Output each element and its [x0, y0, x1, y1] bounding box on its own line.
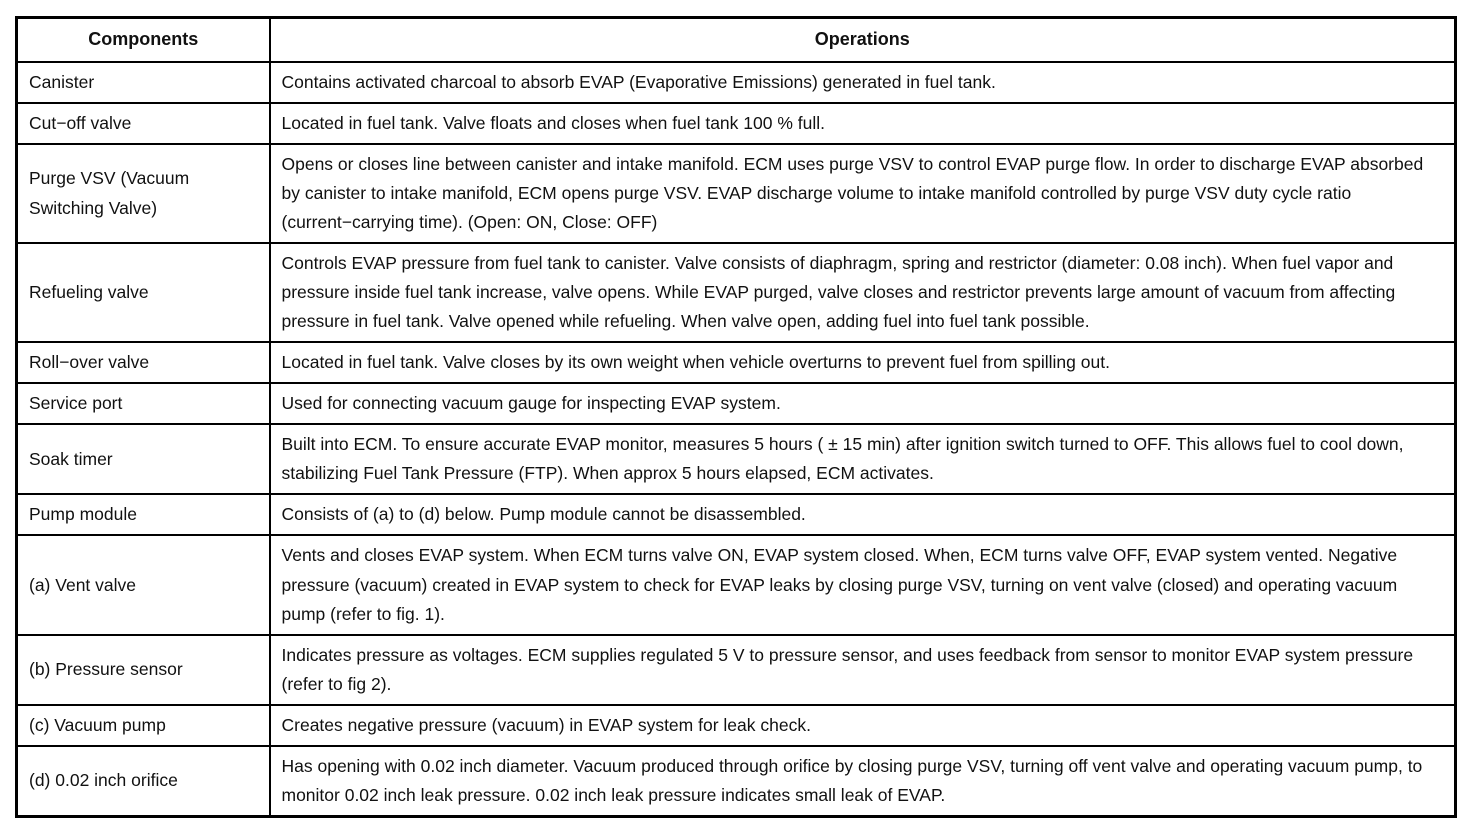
- table-row: [17, 243, 1456, 342]
- table-row: [17, 705, 1456, 746]
- components-header: Components: [17, 18, 270, 62]
- table-row: [17, 144, 1456, 243]
- table-row: [17, 635, 1456, 705]
- table-row: [17, 62, 1456, 103]
- operation-cell: Opens or closes line between canister and intake manifold. ECM uses purge VSV to control EVAP purge flow. In order to discharge EVAP absorbed by canister to intake manifold, ECM opens purge VSV. EVAP discharge volume to intake manifold controlled by purge VSV duty cycle ratio (current−carrying time). (Open: ON, Close: OFF): [270, 144, 1456, 243]
- operation-cell: Creates negative pressure (vacuum) in EVAP system for leak check.: [270, 705, 1456, 746]
- table-row: [17, 383, 1456, 424]
- operation-cell: Consists of (a) to (d) below. Pump module cannot be disassembled.: [270, 494, 1456, 535]
- table-row: [17, 535, 1456, 634]
- component-cell: (a) Vent valve: [17, 535, 270, 634]
- table-row: [17, 746, 1456, 817]
- component-cell: (d) 0.02 inch orifice: [17, 746, 270, 817]
- component-cell: (c) Vacuum pump: [17, 705, 270, 746]
- operation-cell: Vents and closes EVAP system. When ECM turns valve ON, EVAP system closed. When, ECM turns valve OFF, EVAP system vented. Negative pressure (vacuum) created in EVAP system to check for EVAP leaks by closing purge VSV, turning on vent valve (closed) and operating vacuum pump (refer to fig. 1).: [270, 535, 1456, 634]
- component-cell: Service port: [17, 383, 270, 424]
- component-cell: Pump module: [17, 494, 270, 535]
- table-row: [17, 424, 1456, 494]
- component-cell: Canister: [17, 62, 270, 103]
- table-row: [17, 342, 1456, 383]
- component-cell: Purge VSV (Vacuum Switching Valve): [17, 144, 270, 243]
- operation-cell: Used for connecting vacuum gauge for inspecting EVAP system.: [270, 383, 1456, 424]
- components-operations-table: [15, 16, 1457, 818]
- operation-cell: Built into ECM. To ensure accurate EVAP monitor, measures 5 hours ( ± 15 min) after ignition switch turned to OFF. This allows fuel to cool down, stabilizing Fuel Tank Pressure (FTP). When approx 5 hours elapsed, ECM activates.: [270, 424, 1456, 494]
- component-cell: Cut−off valve: [17, 103, 270, 144]
- operation-cell: Indicates pressure as voltages. ECM supplies regulated 5 V to pressure sensor, and uses feedback from sensor to monitor EVAP system pressure (refer to fig 2).: [270, 635, 1456, 705]
- operation-cell: Located in fuel tank. Valve closes by its own weight when vehicle overturns to prevent fuel from spilling out.: [270, 342, 1456, 383]
- operation-cell: Has opening with 0.02 inch diameter. Vacuum produced through orifice by closing purge VSV, turning off vent valve and operating vacuum pump, to monitor 0.02 inch leak pressure. 0.02 inch leak pressure indicates small leak of EVAP.: [270, 746, 1456, 817]
- operations-header: Operations: [270, 18, 1456, 62]
- component-cell: (b) Pressure sensor: [17, 635, 270, 705]
- operation-cell: Located in fuel tank. Valve floats and closes when fuel tank 100 % full.: [270, 103, 1456, 144]
- component-cell: Refueling valve: [17, 243, 270, 342]
- operation-cell: Contains activated charcoal to absorb EVAP (Evaporative Emissions) generated in fuel tank.: [270, 62, 1456, 103]
- component-cell: Roll−over valve: [17, 342, 270, 383]
- table-row: [17, 103, 1456, 144]
- table-row: [17, 494, 1456, 535]
- operation-cell: Controls EVAP pressure from fuel tank to canister. Valve consists of diaphragm, spring and restrictor (diameter: 0.08 inch). When fuel vapor and pressure inside fuel tank increase, valve opens. While EVAP purged, valve closes and restrictor prevents large amount of vacuum from affecting pressure in fuel tank. Valve opened while refueling. When valve open, adding fuel into fuel tank possible.: [270, 243, 1456, 342]
- component-cell: Soak timer: [17, 424, 270, 494]
- header-row: [17, 18, 1456, 62]
